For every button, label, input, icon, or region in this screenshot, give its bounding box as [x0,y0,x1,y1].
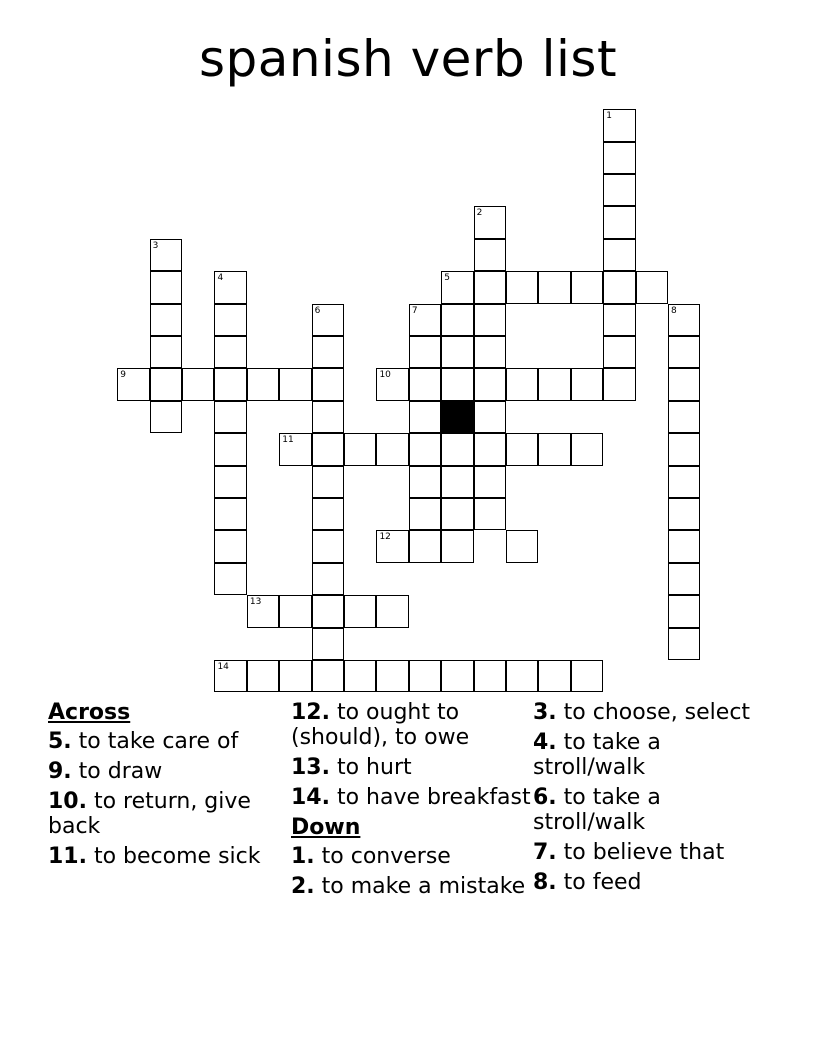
clue-text: to take care of [71,729,239,754]
clue-down-6 [533,785,773,835]
clue-text: to make a mistake [314,874,526,899]
crossword-cell[interactable] [279,433,311,465]
crossword-cell[interactable] [603,206,635,238]
crossword-cell[interactable] [344,660,376,692]
crossword-cell[interactable] [409,660,441,692]
crossword-cell[interactable] [247,368,279,400]
crossword-cell[interactable] [506,433,538,465]
crossword-cell[interactable] [344,433,376,465]
crossword-cell[interactable] [344,595,376,627]
clue-across-13 [291,755,531,780]
crossword-cell[interactable] [474,660,506,692]
crossword-cell[interactable] [150,271,182,303]
clue-text: to have breakfast [329,785,531,810]
crossword-cell[interactable] [409,368,441,400]
crossword-cell[interactable] [214,304,246,336]
crossword-cell[interactable] [474,433,506,465]
crossword-cell[interactable] [312,498,344,530]
clue-text: to choose, select [556,700,751,725]
clue-number: 2. [291,874,315,899]
crossword-cell[interactable] [441,466,473,498]
crossword-cell[interactable] [636,271,668,303]
crossword-cell[interactable] [312,466,344,498]
crossword-cell[interactable] [668,466,700,498]
crossword-cell[interactable] [441,336,473,368]
crossword-cell[interactable] [603,239,635,271]
crossword-cell[interactable] [376,368,408,400]
crossword-cell[interactable] [214,433,246,465]
crossword-cell[interactable] [668,595,700,627]
crossword-cell[interactable] [474,498,506,530]
crossword-cell[interactable] [409,304,441,336]
crossword-cell[interactable] [538,271,570,303]
crossword-cell[interactable] [409,336,441,368]
crossword-cell[interactable] [571,660,603,692]
crossword-cell[interactable] [214,466,246,498]
crossword-cell[interactable] [214,271,246,303]
clue-down-1 [291,844,531,869]
crossword-cell[interactable] [214,401,246,433]
crossword-cell[interactable] [409,401,441,433]
clue-number: 12. [291,700,330,725]
clue-number: 14. [291,785,330,810]
clue-text: to converse [314,844,451,869]
crossword-cell[interactable] [409,466,441,498]
across-heading: Across [48,700,131,725]
cell-number: 8 [671,305,677,316]
crossword-cell[interactable] [668,498,700,530]
crossword-cell[interactable] [474,368,506,400]
crossword-cell[interactable] [441,433,473,465]
crossword-cell[interactable] [312,304,344,336]
clue-text: to hurt [329,755,412,780]
cell-number: 9 [120,370,126,381]
clue-text: to draw [71,759,163,784]
crossword-cell[interactable] [668,368,700,400]
crossword-cell[interactable] [279,595,311,627]
crossword-cell[interactable] [214,563,246,595]
crossword-cell[interactable] [538,368,570,400]
clue-column-2 [291,700,531,904]
clue-text: to believe that [556,840,725,865]
clue-text: to become sick [86,844,261,869]
cell-number: 1 [606,111,612,122]
crossword-cell[interactable] [474,336,506,368]
crossword-cell[interactable] [474,466,506,498]
crossword-cell[interactable] [441,271,473,303]
crossword-cell[interactable] [506,660,538,692]
clue-text: to feed [556,870,642,895]
crossword-cell[interactable] [668,530,700,562]
crossword-cell[interactable] [312,530,344,562]
crossword-cell[interactable] [150,239,182,271]
crossword-cell[interactable] [214,660,246,692]
crossword-cell[interactable] [150,401,182,433]
clue-number: 8. [533,870,557,895]
clue-text: to return, give back [48,789,251,839]
crossword-cell[interactable] [603,304,635,336]
clue-down-4 [533,730,773,780]
clue-number: 5. [48,729,72,754]
crossword-block [441,401,473,433]
crossword-cell[interactable] [538,660,570,692]
clue-text: to take a stroll/walk [533,730,661,780]
clue-across-11 [48,844,288,869]
crossword-cell[interactable] [376,595,408,627]
cell-number: 2 [476,208,483,219]
crossword-cell[interactable] [441,304,473,336]
crossword-cell[interactable] [247,595,279,627]
crossword-cell[interactable] [441,530,473,562]
crossword-cell[interactable] [409,530,441,562]
cell-number: 3 [152,240,159,251]
clue-text: to ought to (should), to owe [291,700,470,750]
cell-number: 11 [282,435,294,446]
clue-text: to take a stroll/walk [533,785,661,835]
crossword-cell[interactable] [668,336,700,368]
clue-number: 4. [533,730,557,755]
clue-down-7 [533,840,773,865]
crossword-cell[interactable] [603,271,635,303]
cell-number: 5 [444,273,450,284]
page-title: spanish verb list [198,30,618,88]
crossword-cell[interactable] [376,433,408,465]
clue-down-2 [291,874,531,899]
crossword-cell[interactable] [214,368,246,400]
crossword-cell[interactable] [312,368,344,400]
crossword-cell[interactable] [506,271,538,303]
crossword-cell[interactable] [409,433,441,465]
cell-number: 7 [411,305,418,316]
clue-column-1 [48,700,288,874]
crossword-cell[interactable] [312,433,344,465]
cell-number: 4 [217,273,224,284]
crossword-cell[interactable] [603,142,635,174]
crossword-cell[interactable] [603,368,635,400]
crossword-cell[interactable] [214,530,246,562]
crossword-cell[interactable] [441,498,473,530]
crossword-cell[interactable] [474,304,506,336]
clue-across-12 [291,700,531,750]
clue-across-14 [291,785,531,810]
crossword-cell[interactable] [150,304,182,336]
cell-number: 13 [249,597,262,608]
crossword-cell[interactable] [312,628,344,660]
crossword-cell[interactable] [571,433,603,465]
clue-number: 9. [48,759,72,784]
clue-number: 3. [533,700,557,725]
crossword-cell[interactable] [668,628,700,660]
crossword-cell[interactable] [312,401,344,433]
clue-column-3 [533,700,773,900]
crossword-cell[interactable] [474,206,506,238]
crossword-cell[interactable] [247,660,279,692]
cell-number: 12 [379,532,391,543]
crossword-cell[interactable] [668,433,700,465]
clue-number: 1. [291,844,315,869]
down-heading: Down [291,815,361,840]
crossword-cell[interactable] [441,368,473,400]
crossword-cell[interactable] [538,433,570,465]
crossword-cell[interactable] [441,660,473,692]
clue-down-8 [533,870,773,895]
clue-number: 13. [291,755,330,780]
crossword-cell[interactable] [571,271,603,303]
cell-number: 6 [314,305,321,316]
clue-number: 11. [48,844,87,869]
clue-number: 6. [533,785,557,810]
crossword-cell[interactable] [182,368,214,400]
crossword-cell[interactable] [603,174,635,206]
crossword-cell[interactable] [474,271,506,303]
clue-across-5 [48,729,288,754]
crossword-cell[interactable] [214,498,246,530]
crossword-cell[interactable] [376,530,408,562]
clue-across-10 [48,789,288,839]
crossword-cell[interactable] [506,530,538,562]
crossword-cell[interactable] [506,368,538,400]
clue-number: 10. [48,789,87,814]
crossword-cell[interactable] [409,498,441,530]
crossword-cell[interactable] [668,563,700,595]
crossword-cell[interactable] [312,660,344,692]
crossword-cell[interactable] [279,660,311,692]
clue-number: 7. [533,840,557,865]
crossword-cell[interactable] [603,109,635,141]
crossword-cell[interactable] [668,304,700,336]
crossword-cell[interactable] [214,336,246,368]
crossword-cell[interactable] [474,401,506,433]
crossword-cell[interactable] [571,368,603,400]
crossword-cell[interactable] [312,563,344,595]
crossword-cell[interactable] [117,368,149,400]
clue-across-9 [48,759,288,784]
crossword-cell[interactable] [312,595,344,627]
crossword-cell[interactable] [150,336,182,368]
crossword-cell[interactable] [668,401,700,433]
crossword-cell[interactable] [603,336,635,368]
crossword-cell[interactable] [474,239,506,271]
cell-number: 10 [379,370,391,381]
crossword-cell[interactable] [312,336,344,368]
clue-down-3 [533,700,773,725]
crossword-cell[interactable] [376,660,408,692]
crossword-cell[interactable] [279,368,311,400]
crossword-cell[interactable] [150,368,182,400]
cell-number: 14 [217,662,229,673]
